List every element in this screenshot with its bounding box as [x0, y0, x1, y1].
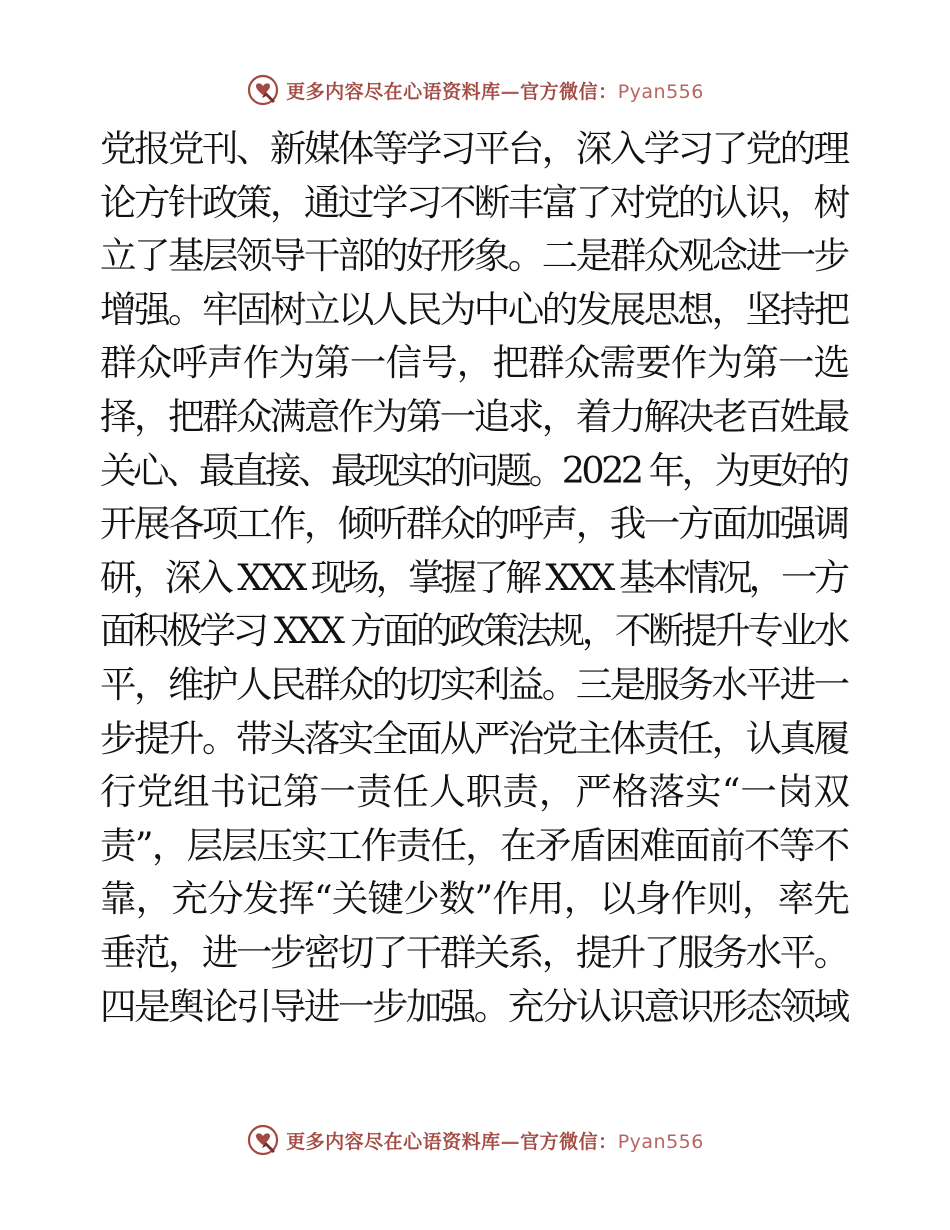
text-line: 立了基层领导干部的好形象。二是群众观念进一步 [100, 234, 848, 278]
header-watermark [0, 70, 950, 110]
footer-watermark [0, 1120, 950, 1160]
text-line: 开展各项工作，倾听群众的呼声，我一方面加强调 [100, 502, 848, 546]
text-line: 群众呼声作为第一信号，把群众需要作为第一选 [100, 341, 850, 385]
text-line: 步提升。带头落实全面从严治党主体责任，认真履 [100, 716, 848, 760]
watermark-dash: — [500, 80, 521, 103]
watermark-brand: 更多内容尽在心语资料库 [286, 80, 501, 103]
text-line: 责”，层层压实工作责任，在矛盾困难面前不等不 [100, 823, 849, 867]
text-line: 靠，充分发挥“关键少数”作用，以身作则，率先 [100, 877, 850, 921]
text-line: 面积极学习 XXX 方面的政策法规，不断提升专业水 [100, 609, 847, 653]
watermark-brand: 更多内容尽在心语资料库 [286, 1130, 501, 1153]
text-line: 论方针政策，通过学习不断丰富了对党的认识，树 [100, 180, 848, 224]
text-line: 行党组书记第一责任人职责，严格落实“一岗双 [100, 770, 851, 814]
watermark-contact-id: Pyan556 [617, 80, 704, 103]
watermark-contact-label: 官方微信： [520, 1130, 618, 1153]
document-body [100, 122, 850, 1033]
text-line: 平，维护人民群众的切实利益。三是服务水平进一 [100, 662, 848, 706]
pen-heart-logo-icon [246, 73, 280, 107]
text-line: 四是舆论引导进一步加强。充分认识意识形态领域 [100, 984, 848, 1028]
watermark-contact-label: 官方微信： [520, 80, 618, 103]
text-line: 关心、最直接、最现实的问题。2022 年，为更好的 [100, 448, 847, 492]
pen-heart-logo-icon [246, 1123, 280, 1157]
watermark-dash: — [500, 1130, 521, 1153]
watermark-text [286, 1127, 704, 1154]
text-line: 垂范，进一步密切了干群关系，提升了服务水平。 [100, 930, 848, 974]
text-line: 择，把群众满意作为第一追求，着力解决老百姓最 [100, 394, 848, 438]
text-line: 党报党刊、新媒体等学习平台，深入学习了党的理 [100, 127, 848, 170]
watermark-contact-id: Pyan556 [617, 1130, 704, 1153]
watermark-text [286, 77, 704, 104]
text-line: 增强。牢固树立以人民为中心的发展思想，坚持把 [100, 287, 848, 331]
text-line: 研，深入 XXX 现场，掌握了解 XXX 基本情况，一方 [100, 555, 846, 599]
